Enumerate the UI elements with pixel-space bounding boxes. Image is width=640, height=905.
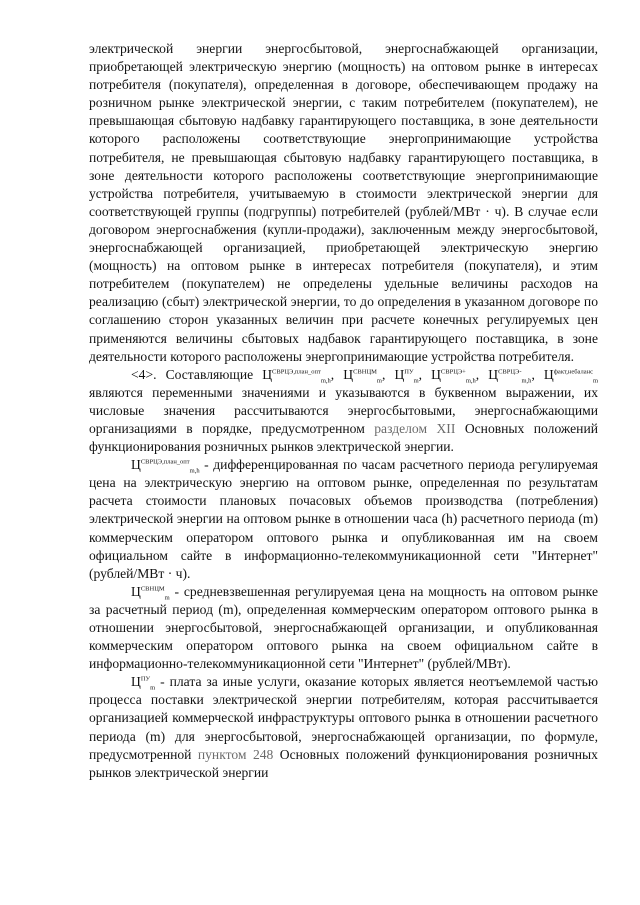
link-point-248[interactable]: пунктом 248 <box>197 746 274 762</box>
capacity-price-text: - средневзвешенная регулируемая цена на мощность на оптовом рынке за расчетный период (m), определенная коммерческим оператором оптового рынка в отношении энергосбытовой, энергоснабжающей организации, и опубликованная коммерческим оператором оптового рынка на своем официальном сайте в информационно-телекоммуникационной сети "Интернет" (рублей/МВт). <box>89 583 598 672</box>
note-4-text: являются переменными значениями и указываются в буквенном выражении, их числовые значения рассчитываются энергосбытовыми, энергоснабжающими организациями в порядке, предусмотренном <box>89 384 598 436</box>
paragraph-hourly-price <box>89 456 598 583</box>
symbol-imbalance: $Ц^{факт,небаланс}_m$ <box>543 366 599 385</box>
note-4-tail: Основных положений функционирования розничных рынков электрической энергии. <box>89 420 598 455</box>
symbol-services-fee: $Ц^{ПУ}_m$ <box>394 366 419 385</box>
symbol-capacity-price: $Ц^{СВНЦМ}_m$ <box>343 366 382 385</box>
services-fee-text: - плата за иные услуги, оказание которых является неотъемлемой частью процесса поставки электрической энергии потребителям, которая рассчитывается организацией коммерческой инфраструктуры оптового рынка в отношении расчетного периода (m) для энергосбытовой, энергоснабжающей организации, по формуле, предусмотренной <box>89 674 599 762</box>
hourly-price-text: - дифференцированная по часам расчетного периода регулируемая цена на электрическую энергию на оптовом рынке, определенная по результатам расчета стоимости плановых почасовых объемов производства (потребления) электрической энергии на оптовом рынке в отношении часа (h) расчетного периода (m) коммерческим оператором оптового рынка и опубликованная им на своем официальном сайте в информационно-телекоммуникационной сети "Интернет" (рублей/МВт · ч). <box>89 457 598 581</box>
paragraph-note-4: <4>. Составляющие $Ц^{СВРЦЭ,план\_опт}_{m,h}$, $Ц^{СВНЦМ}_m$, $Ц^{ПУ}_m$, $Ц^{СВРЦЭ+}_{m,h}$, $Ц^{СВРЦЭ-}_{m,h}$, $Ц^{факт,небаланс}_m$ являются переменными значениями и указываются в буквенном выражении, их числовые значения рассчитываются энергосбытовыми, энергоснабжающими организациями в порядке, предусмотренном разделом XII Основных положений функционирования розничных рынков электрической энергии. <box>89 366 599 455</box>
document-body <box>89 40 598 782</box>
symbol-services-fee-def: $Ц^{ПУ}_m$ <box>131 674 156 692</box>
link-section-xii[interactable]: разделом XII <box>374 420 456 436</box>
symbol-capacity-price-def: $Ц^{СВНЦМ}_m$ <box>131 583 170 602</box>
symbol-price-minus: $Ц^{СВРЦЭ-}_{m,h}$ <box>488 366 532 385</box>
symbol-price-planned-def: $Ц^{СВРЦЭ,план\_опт}_{m,h}$ <box>131 457 200 475</box>
paragraph-capacity-price <box>89 583 598 673</box>
paragraph-services-fee <box>89 673 598 782</box>
symbol-price-planned: $Ц^{СВРЦЭ,план\_опт}_{m,h}$ <box>262 366 331 385</box>
paragraph-sales-markup: электрической энергии энергосбытовой, энергоснабжающей организации, приобретающей электрическую энергию (мощность) на оптовом рынке в интересах потребителя (покупателя), определенная в договоре, обеспечивающем продажу на розничном рынке электрической энергии, с таким потребителем (покупателем), не превышающая сбытовую надбавку гарантирующего поставщика, в зоне деятельности которого расположены соответствующие энергопринимающие устройства потребителя, не превышающая сбытовую надбавку гарантирующего поставщика, в зоне деятельности которого расположены соответствующие энергопринимающие устройства потребителя, учитываемую в стоимости электрической энергии для соответствующей группы (подгруппы) потребителей (рублей/МВт · ч). В случае если договором энергоснабжения (купли-продажи), заключенным между энергосбытовой, энергоснабжающей организацией, приобретающей электрическую энергию (мощность) на оптовом рынке в интересах потребителя (покупателя), и этим потребителем (покупателем) не определены удельные величины расходов на реализацию (сбыт) электрической энергии, то до определения в указанном договоре по соглашению сторон указанных величин при расчете конечных регулируемых цен применяются величины сбытовых надбавок гарантирующего поставщика, в зоне деятельности которого расположены энергопринимающие устройства потребителя. <box>89 41 598 364</box>
symbol-price-plus: $Ц^{СВРЦЭ+}_{m,h}$ <box>431 366 476 385</box>
note-4-lead: <4>. Составляющие <box>131 366 254 382</box>
services-fee-tail: Основных положений функционирования розничных рынков электрической энергии <box>89 746 598 780</box>
